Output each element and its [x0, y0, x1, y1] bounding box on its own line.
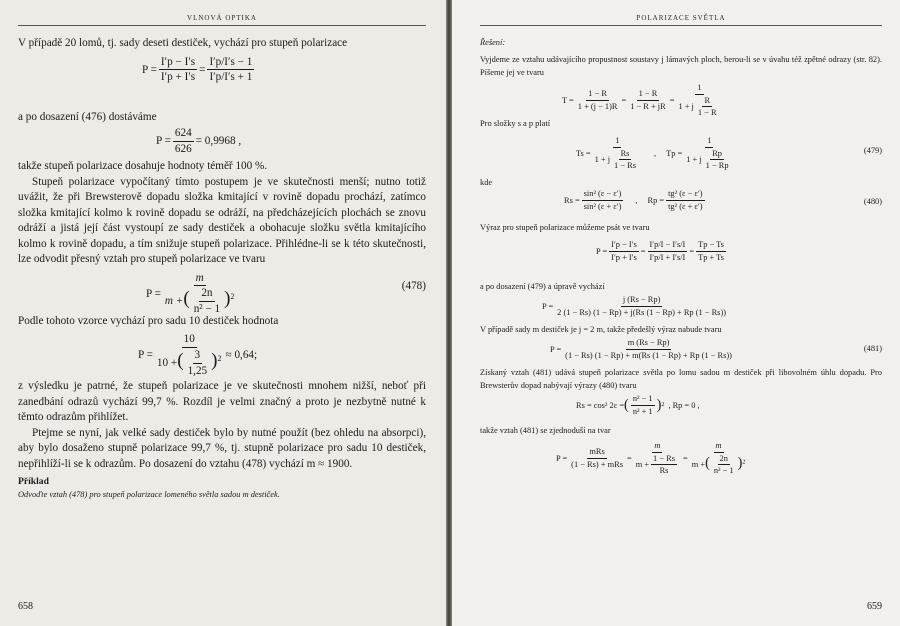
paragraph: z výsledku je patrné, že stupeň polarizace je ve skutečnosti mnohem nižší, neboť při zanedbání odrazů vychází 99,7 %. Rozdíl je velmi značný a proto je nezbytně nutné k těmto odrazům přihlížet. [18, 380, 426, 423]
equation: P = $\frac{j (Rs - Rp)}{2 (1 - Rs) (1 - Rp) + j(Rs (1 - Rp) + Rp (1 - Rs))}$ [542, 295, 727, 317]
running-head-left: VLNOVÁ OPTIKA [18, 14, 426, 26]
equation: P = $\frac{I'p - I's}{I'p + I's}$ = $\frac{I'p/I's - 1}{I'p/I's + 1}$ [142, 55, 253, 84]
equation-481: P = $\frac{m (Rs - Rp)}{(1 - Rs) (1 - Rp) + m(Rs (1 - Rp) + Rp (1 - Rs))}$ (481) [550, 338, 882, 360]
equation-479: Ts = 1 1 + j $\frac{Rs}{1 - Rs}$ , Tp = 1 1 + j $\frac{Rp}{1 - Rp}$ (479) [576, 136, 882, 171]
equation-480: Rs = $\frac{\text{sin² (ε − ε′)}}{\text{sin² (ε + ε′)}}$ , Rp = $\frac{\text{tg² (ε − ε′)}}{\text{tg² (ε + ε′)}}$ (480) [564, 189, 882, 211]
section-heading: Příklad [18, 476, 49, 487]
equation: P = 10 10 +( $\frac{3}{1,25}$ )$^2$ ≈ 0,64; [138, 333, 258, 377]
equation: T = $\frac{1 - R}{1 + (j - 1)R}$ = $\frac{1 - R}{1 - R + jR}$ = 1 1 + j $\frac{R}{1 - R}$ [562, 83, 717, 118]
paragraph: Výraz pro stupeň polarizace můžeme psát ve tvaru [480, 223, 650, 232]
page-number-right: 659 [867, 601, 882, 612]
paragraph: a po dosazení (479) a úpravě vychází [480, 282, 605, 291]
equation: Rs = cos² 2ε = ( $\frac{\text{n² − 1}}{\text{n² + 1}}$ ) 2 , Rp = 0 , [576, 394, 700, 416]
equation: P = $\frac{I'p - I's}{I'p + I's}$ = $\frac{I'p/I - I's/I}{I'p/I + I's/I}$ = $\frac{Tp - Ts}{Tp + Ts}$ [596, 240, 724, 262]
paragraph: Pro složky s a p platí [480, 119, 551, 128]
paragraph: Stupeň polarizace vypočítaný tímto postupem je ve skutečnosti menší; nutno totiž uvážit, že při Brewsterově dopadu složka kmitající v rovině dopadu prochází, zatímco složka kmitající kolmo k rovině dopadu se odráží, na předcházejících plochách se znovu odráží a jistá její část vystoupí ze sady destiček a obohacuje složku světla kmitajícího kolmo k rovině dopadu, a tím snižuje stupeň polarizace. Přihlédne-li se k této skutečnosti, lze odvodit přesný vztah pro stupeň polarizace ve tvaru [18, 175, 426, 265]
left-page [0, 0, 446, 626]
paragraph: Získaný vztah (481) udává stupeň polarizace světla po lomu sadou m destiček při libovolném úhlu dopadu. Pro Brewsterův dopad nabývají výrazy (480) tvaru [480, 368, 882, 390]
solution-label: Řešení: [480, 38, 506, 47]
paragraph: V případě sady m destiček je j = 2 m, takže předešlý výraz nabude tvaru [480, 325, 722, 334]
paragraph: takže stupeň polarizace dosahuje hodnoty téměř 100 %. [18, 160, 268, 172]
paragraph: a po dosazení (476) dostáváme [18, 110, 157, 123]
paragraph: Ptejme se nyní, jak velké sady destiček bylo by nutné použít (bez ohledu na absorpci), aby bylo dosaženo stupně polarizace 99,7 %, tj. stupně polarizace pro sadu 10 destiček, nepřihlíží-li se k odrazům. Po dosazení do vztahu (478) vychází m ≈ 1900. [18, 426, 426, 470]
equation-478: P = m m +( $\frac{2n}{\text{n² − 1}}$ )$^2$ (478) [146, 271, 426, 316]
paragraph: kde [480, 178, 493, 187]
example-text: Odvoďte vztah (478) pro stupeň polarizace lomeného světla sadou m destiček. [18, 490, 280, 499]
paragraph: takže vztah (481) se zjednoduší na tvar [480, 426, 611, 435]
equation: P = $\frac{624}{626}$ = 0,9968 , [156, 127, 242, 155]
page-number-left: 658 [18, 601, 33, 612]
equation: P = $\frac{\text{mRs}}{\text{(1 − Rs) + mRs}}$ = m m + $\frac{1 - Rs}{Rs}$ = m m +( $\frac{2n}{\text{n² − 1}}$ )$^2$ [556, 441, 746, 476]
running-head-right: POLARIZACE SVĚTLA [480, 14, 882, 26]
right-page [452, 0, 900, 626]
paragraph: Podle tohoto vzorce vychází pro sadu 10 destiček hodnota [18, 314, 279, 327]
paragraph: V případě 20 lomů, tj. sady deseti destiček, vychází pro stupeň polarizace [18, 37, 348, 49]
paragraph: Vyjdeme ze vztahu udávajícího propustnost soustavy j lámavých ploch, berou-li se v úvahu též zpětné odrazy (str. 82). Píšeme jej ve tvaru [480, 55, 882, 77]
